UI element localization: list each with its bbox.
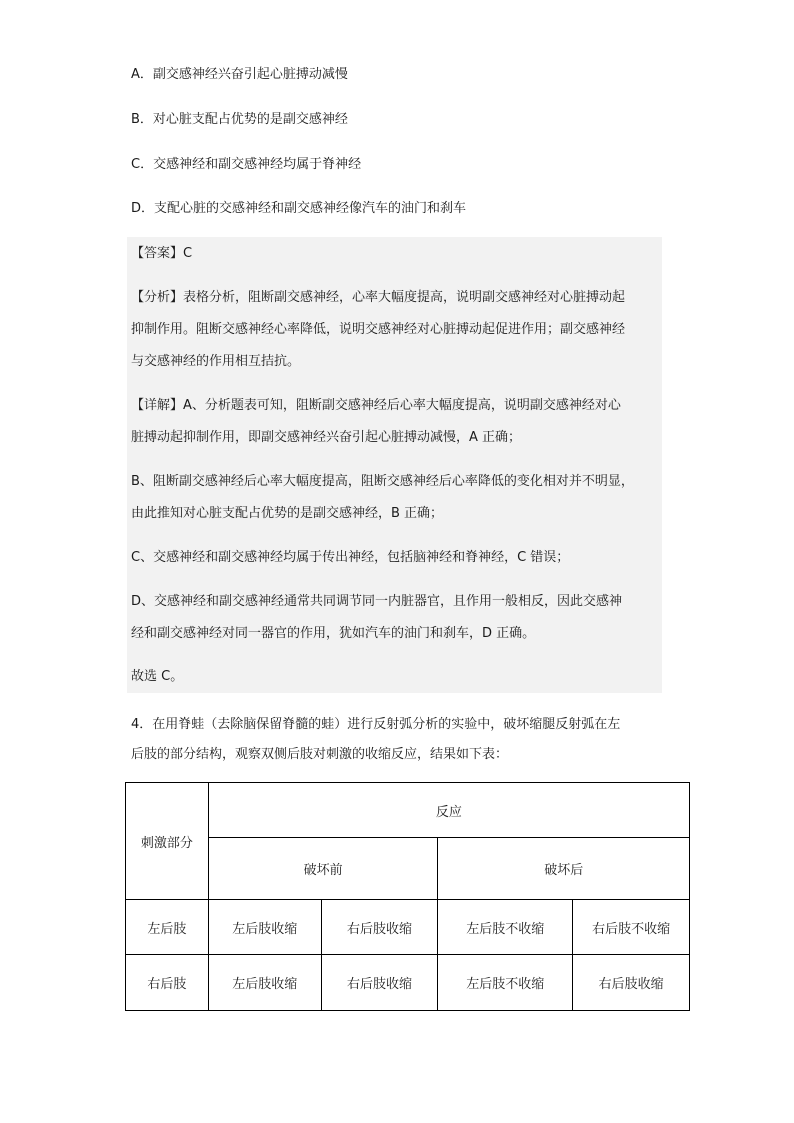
b-explain-line-2: 由此推知对心脏支配占优势的是副交感神经，B 正确； (131, 506, 444, 521)
option-c: C．交感神经和副交感神经均属于脊神经 (131, 157, 362, 172)
table-cell: 左后肢收缩 (208, 900, 321, 955)
table-cell: 右后肢不收缩 (573, 900, 690, 955)
table-cell: 左后肢收缩 (208, 955, 321, 1011)
table-cell: 右后肢收缩 (321, 955, 438, 1011)
option-d: D．支配心脏的交感神经和副交感神经像汽车的油门和刹车 (131, 201, 467, 216)
table-header-row (126, 783, 690, 838)
conclusion-line: 故选 C。 (131, 669, 184, 684)
detail-line-1: 【详解】A、分析题表可知，阻断副交感神经后心率大幅度提高，说明副交感神经对心 (131, 398, 621, 413)
table-cell: 右后肢收缩 (573, 955, 690, 1011)
question-4-line-1: 4．在用脊蛙（去除脑保留脊髓的蛙）进行反射弧分析的实验中，破坏缩腿反射弧在左 (131, 717, 621, 732)
analysis-line-2: 抑制作用。阻断交感神经心率降低，说明交感神经对心脏搏动起促进作用；副交感神经 (131, 322, 626, 337)
table-cell: 左后肢不收缩 (438, 900, 573, 955)
option-a: A．副交感神经兴奋引起心脏搏动减慢 (131, 67, 348, 82)
question-4-line-2: 后肢的部分结构，观察双侧后肢对刺激的收缩反应，结果如下表： (131, 747, 509, 762)
header-reaction: 反应 (208, 783, 689, 838)
c-explain-line: C、交感神经和副交感神经均属于传出神经，包括脑神经和脊神经，C 错误； (131, 550, 570, 565)
b-explain-line-1: B、阻断副交感神经后心率大幅度提高，阻断交感神经后心率降低的变化相对并不明显， (131, 474, 634, 489)
answer-line: 【答案】C (131, 246, 193, 261)
table-cell: 左后肢不收缩 (438, 955, 573, 1011)
answer-explanation-block (127, 237, 662, 693)
table-row (126, 900, 690, 955)
d-explain-line-2: 经和副交感神经对同一器官的作用，犹如汽车的油门和刹车，D 正确。 (131, 626, 536, 641)
row-label: 左后肢 (126, 900, 209, 955)
table-row (126, 955, 690, 1011)
header-stimulus: 刺激部分 (126, 783, 209, 900)
d-explain-line-1: D、交感神经和副交感神经通常共同调节同一内脏器官，且作用一般相反，因此交感神 (131, 594, 623, 609)
row-label: 右后肢 (126, 955, 209, 1011)
table-cell: 右后肢收缩 (321, 900, 438, 955)
reaction-table (125, 782, 690, 1011)
option-b: B．对心脏支配占优势的是副交感神经 (131, 112, 348, 127)
analysis-line-3: 与交感神经的作用相互拮抗。 (131, 354, 301, 369)
detail-line-2: 脏搏动起抑制作用，即副交感神经兴奋引起心脏搏动减慢，A 正确； (131, 430, 522, 445)
analysis-line-1: 【分析】表格分析，阻断副交感神经，心率大幅度提高，说明副交感神经对心脏搏动起 (131, 290, 626, 305)
header-after: 破坏后 (438, 838, 690, 900)
header-before: 破坏前 (208, 838, 438, 900)
table-subheader-row (126, 838, 690, 900)
